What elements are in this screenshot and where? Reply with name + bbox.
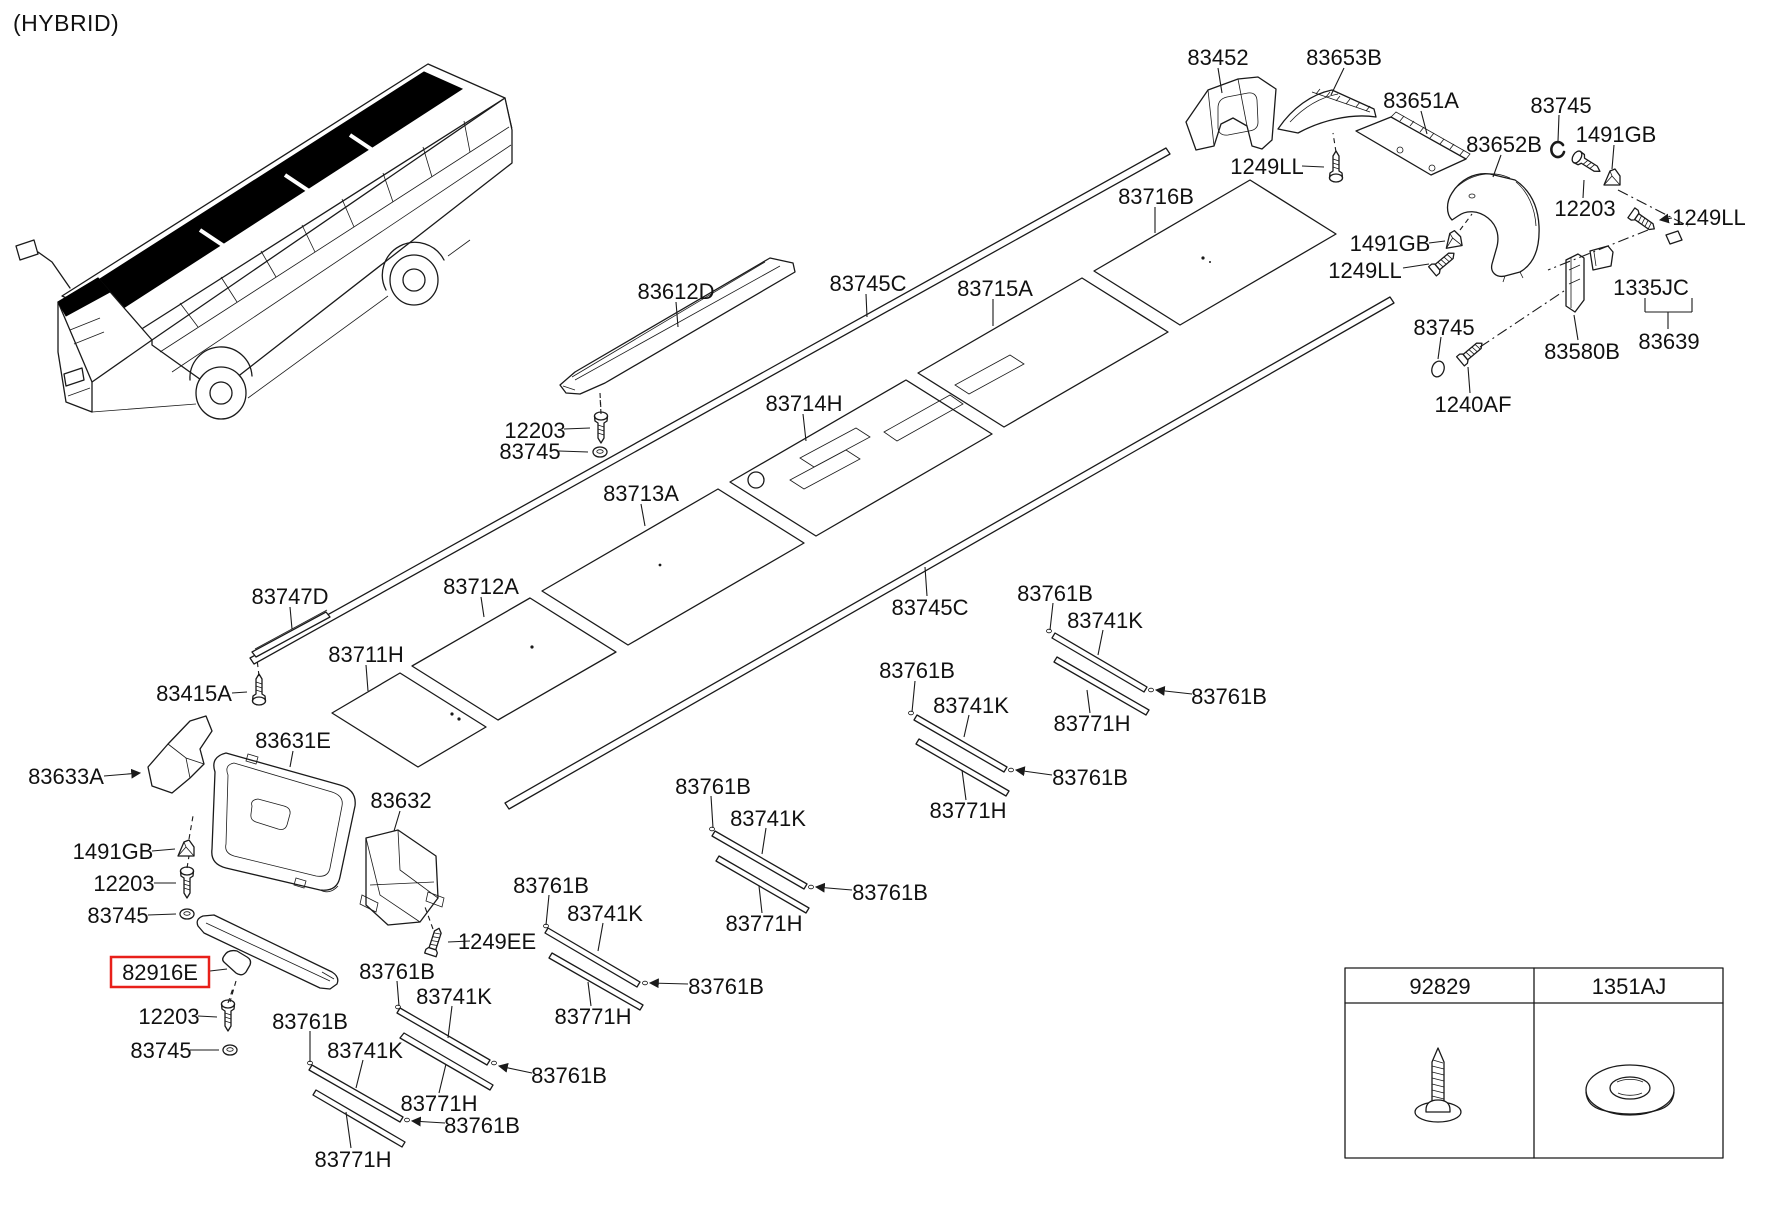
part-label-83745[interactable]: 83745 [499, 439, 561, 464]
part-label-83632[interactable]: 83632 [370, 788, 432, 813]
c-clip-icon [1551, 142, 1564, 157]
part-83633A [148, 716, 212, 793]
part-label-83761B[interactable]: 83761B [852, 880, 928, 905]
part-label-83715A[interactable]: 83715A [957, 276, 1033, 301]
screw-icon [1570, 149, 1603, 176]
part-label-83612D[interactable]: 83612D [637, 279, 715, 304]
bolt-icon [1457, 339, 1486, 366]
part-label-1249LL[interactable]: 1249LL [1672, 205, 1746, 230]
grommet-icon [223, 1045, 237, 1055]
part-label-83747D[interactable]: 83747D [251, 584, 329, 609]
part-label-83651A[interactable]: 83651A [1383, 88, 1459, 113]
part-label-83745[interactable]: 83745 [87, 903, 149, 928]
part-label-83716B[interactable]: 83716B [1118, 184, 1194, 209]
part-label-83741K[interactable]: 83741K [730, 806, 806, 831]
bolt-icon [1429, 249, 1458, 276]
part-label-83745[interactable]: 83745 [1530, 93, 1592, 118]
part-label-83761B[interactable]: 83761B [531, 1063, 607, 1088]
part-83639-bracket [1590, 231, 1682, 270]
part-label-83771H[interactable]: 83771H [554, 1004, 632, 1029]
part-label-83639[interactable]: 83639 [1638, 329, 1700, 354]
part-label-83761B[interactable]: 83761B [675, 774, 751, 799]
part-label-83771H[interactable]: 83771H [929, 798, 1007, 823]
part-82916E-strip [197, 915, 338, 989]
part-label-83653B[interactable]: 83653B [1306, 45, 1382, 70]
grommet-icon [1430, 360, 1446, 379]
part-label-1249LL[interactable]: 1249LL [1328, 258, 1402, 283]
part-label-83761B[interactable]: 83761B [513, 873, 589, 898]
table-header-1351AJ[interactable]: 1351AJ [1591, 974, 1667, 999]
moulding-clip-icon [223, 951, 251, 975]
part-label-83713A[interactable]: 83713A [603, 481, 679, 506]
bus-illustration [16, 64, 512, 419]
part-label-83741K[interactable]: 83741K [933, 693, 1009, 718]
roof-panel-83713A [542, 489, 804, 645]
part-label-83415A[interactable]: 83415A [156, 681, 232, 706]
part-label-82916E[interactable]: 82916E [122, 960, 198, 985]
part-label-83580B[interactable]: 83580B [1544, 339, 1620, 364]
roof-panels [332, 180, 1336, 767]
part-label-83741K[interactable]: 83741K [416, 984, 492, 1009]
part-label-83771H[interactable]: 83771H [400, 1091, 478, 1116]
part-label-12203[interactable]: 12203 [93, 871, 155, 896]
part-label-83761B[interactable]: 83761B [359, 959, 435, 984]
bus-mirror-icon [16, 240, 38, 260]
part-label-1249LL[interactable]: 1249LL [1230, 154, 1304, 179]
part-label-83761B[interactable]: 83761B [879, 658, 955, 683]
screw-icon [1330, 151, 1343, 182]
bus-rear-wheel [390, 255, 438, 305]
table-header-92829[interactable]: 92829 [1409, 974, 1471, 999]
part-label-83452[interactable]: 83452 [1187, 45, 1249, 70]
part-label-83761B[interactable]: 83761B [272, 1009, 348, 1034]
part-83452 [1186, 77, 1276, 150]
part-label-1249EE[interactable]: 1249EE [457, 929, 537, 954]
grommet-icon [180, 909, 194, 919]
part-label-1491GB[interactable]: 1491GB [72, 839, 154, 864]
part-label-83771H[interactable]: 83771H [725, 911, 803, 936]
screw-icon [222, 1000, 235, 1031]
part-label-12203[interactable]: 12203 [138, 1004, 200, 1029]
clip-icon [1604, 169, 1620, 185]
part-label-83652B[interactable]: 83652B [1466, 132, 1542, 157]
part-83631E [212, 753, 355, 892]
part-label-1491GB[interactable]: 1491GB [1349, 231, 1431, 256]
part-83651A [1356, 112, 1470, 175]
part-label-83761B[interactable]: 83761B [1052, 765, 1128, 790]
part-label-1240AF[interactable]: 1240AF [1434, 392, 1512, 417]
part-label-83741K[interactable]: 83741K [327, 1038, 403, 1063]
part-label-83761B[interactable]: 83761B [1017, 581, 1093, 606]
bus-front-wheel [196, 367, 246, 419]
part-83632 [360, 830, 444, 925]
clip-icon [178, 840, 194, 856]
screw-icon [595, 412, 608, 443]
part-label-1491GB[interactable]: 1491GB [1575, 122, 1657, 147]
part-83580B [1566, 254, 1584, 312]
part-label-83771H[interactable]: 83771H [1053, 711, 1131, 736]
part-label-1335JC[interactable]: 1335JC [1613, 275, 1689, 300]
part-83653B [1278, 89, 1376, 133]
part-label-83712A[interactable]: 83712A [443, 574, 519, 599]
part-label-83714H[interactable]: 83714H [765, 391, 843, 416]
page-title: (HYBRID) [13, 10, 120, 36]
part-label-83761B[interactable]: 83761B [1191, 684, 1267, 709]
fastener-table [1345, 968, 1723, 1158]
roof-panel-83715A [918, 278, 1168, 427]
bolt-icon [425, 926, 445, 956]
part-label-83741K[interactable]: 83741K [567, 901, 643, 926]
part-label-83771H[interactable]: 83771H [314, 1147, 392, 1172]
part-label-83745C[interactable]: 83745C [891, 595, 969, 620]
part-label-83741K[interactable]: 83741K [1067, 608, 1143, 633]
part-label-83745C[interactable]: 83745C [829, 271, 907, 296]
bus-headlight [64, 368, 84, 386]
part-label-12203[interactable]: 12203 [504, 418, 566, 443]
grommet-icon [1586, 1065, 1674, 1115]
clip-icon [1444, 230, 1463, 249]
part-label-83711H[interactable]: 83711H [328, 642, 404, 667]
part-label-83631E[interactable]: 83631E [255, 728, 331, 753]
part-label-12203[interactable]: 12203 [1554, 196, 1616, 221]
part-label-83761B[interactable]: 83761B [688, 974, 764, 999]
part-label-83745[interactable]: 83745 [1413, 315, 1475, 340]
screw-icon [253, 674, 266, 705]
grommet-icon [593, 447, 607, 457]
screw-icon [181, 867, 194, 898]
bolt-icon [1628, 208, 1658, 234]
part-label-83761B[interactable]: 83761B [444, 1113, 520, 1138]
part-label-83633A[interactable]: 83633A [28, 764, 104, 789]
part-label-83745[interactable]: 83745 [130, 1038, 192, 1063]
